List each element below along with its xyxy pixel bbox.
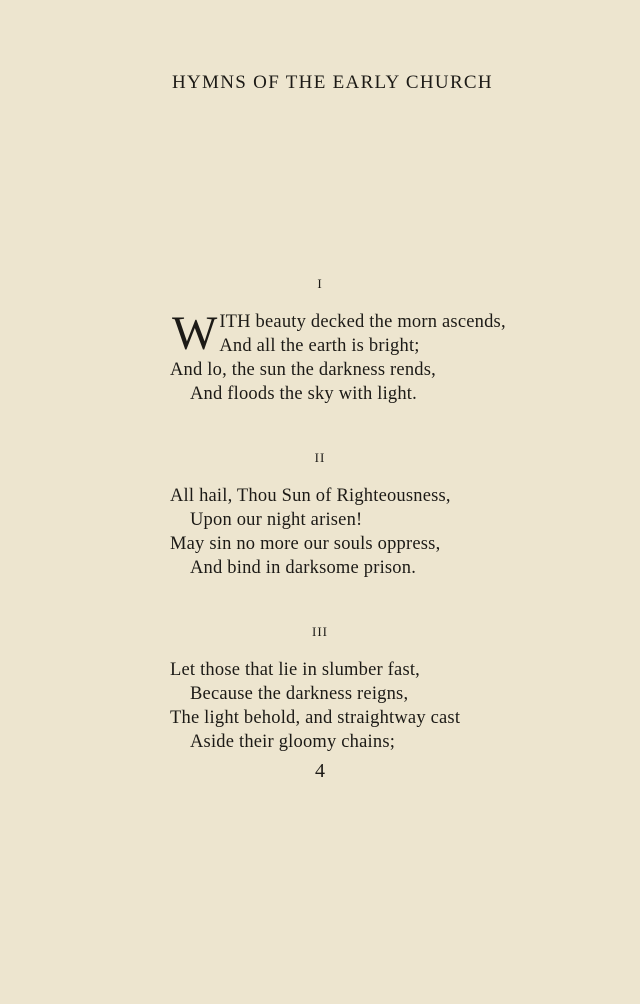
stanza-line: Upon our night arisen! [190, 510, 363, 530]
stanza-line: Because the darkness reigns, [190, 684, 409, 704]
stanza-line: The light behold, and straightway cast [170, 708, 461, 728]
stanza-numeral-3: III [312, 624, 328, 639]
stanza-line: And floods the sky with light. [190, 384, 417, 404]
drop-cap: W [172, 307, 218, 360]
stanza-line: Let those that lie in slumber fast, [170, 660, 421, 680]
stanza-line: And lo, the sun the darkness rends, [170, 360, 436, 380]
page-number: 4 [315, 760, 325, 782]
stanza-line: May sin no more our souls oppress, [170, 534, 441, 554]
stanza-3 [170, 658, 570, 754]
stanza-line: ITH beauty decked the morn ascends, [219, 312, 506, 332]
stanza-line: Aside their gloomy chains; [190, 732, 396, 752]
stanza-2 [170, 484, 570, 580]
stanza-line: And bind in darksome prison. [190, 558, 417, 578]
stanza-line: All hail, Thou Sun of Righteousness, [170, 486, 451, 506]
running-head: HYMNS OF THE EARLY CHURCH [172, 72, 493, 93]
stanza-numeral-2: II [314, 450, 326, 465]
stanza-numeral-1: I [317, 276, 323, 291]
stanza-line: And all the earth is bright; [219, 336, 420, 356]
stanza-1 [170, 307, 570, 406]
